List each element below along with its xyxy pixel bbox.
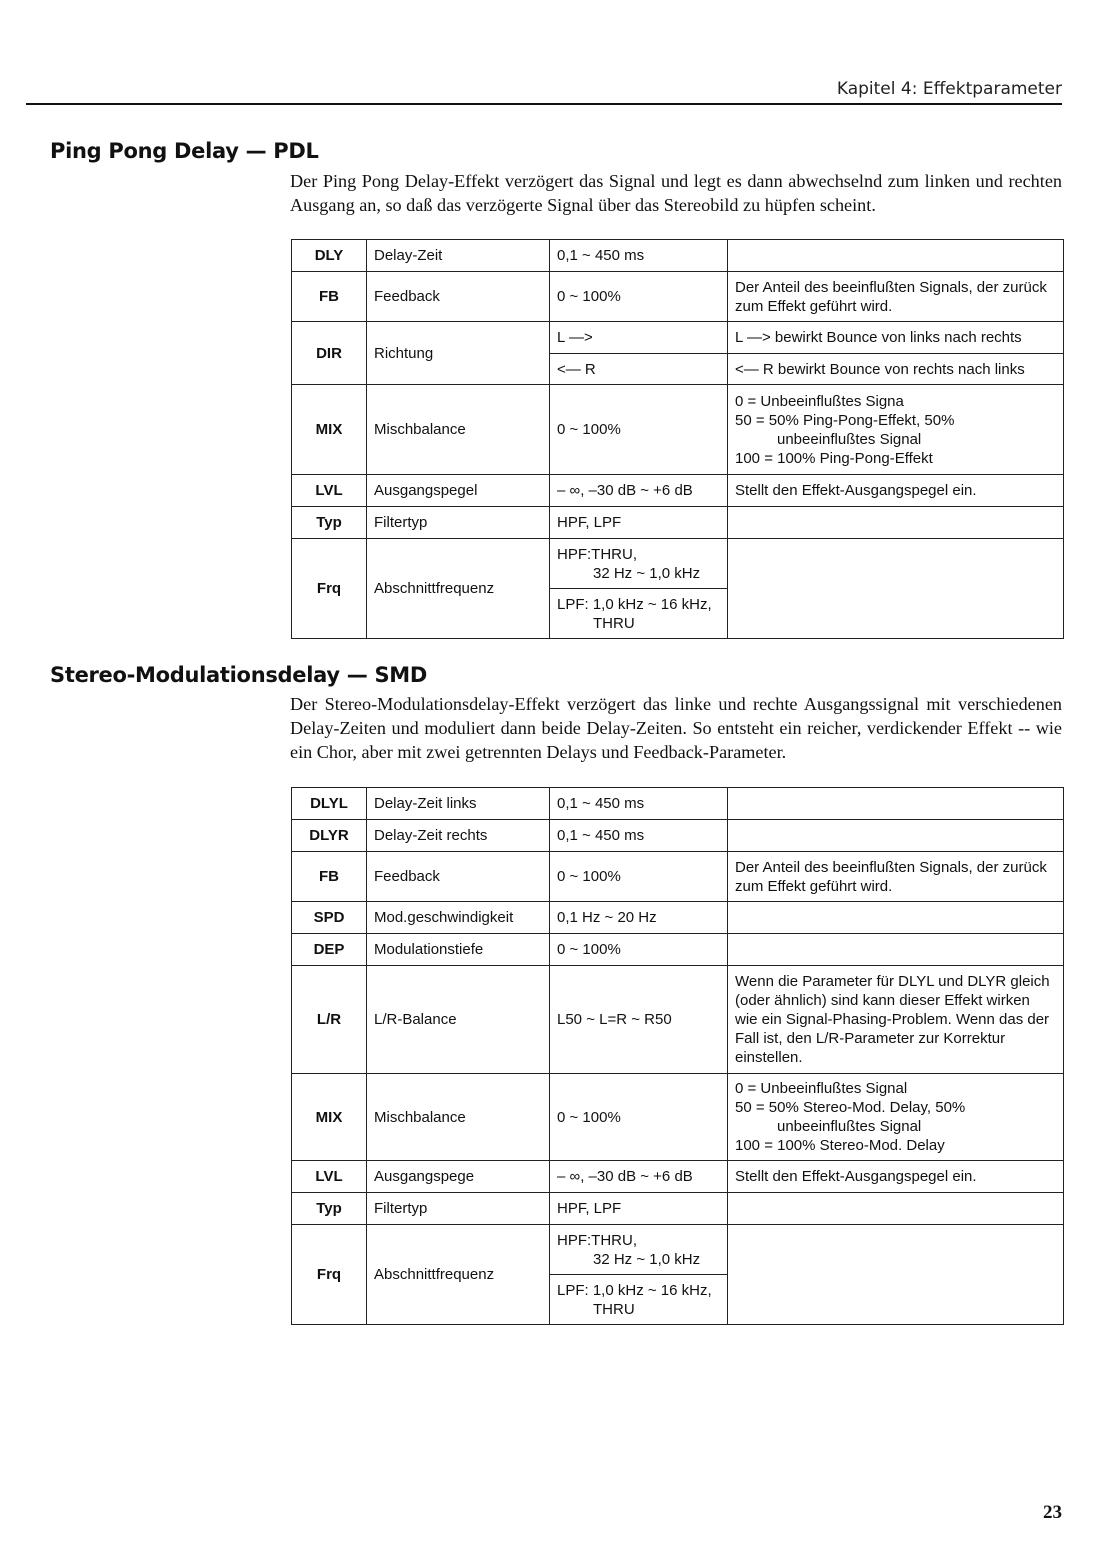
param-name: Ausgangspegel xyxy=(367,475,550,507)
param-range xyxy=(550,539,728,589)
param-range: 0,1 ~ 450 ms xyxy=(550,820,728,852)
table-row xyxy=(292,1193,1064,1225)
param-range: 0 ~ 100% xyxy=(550,1074,728,1161)
param-abbr: FB xyxy=(292,852,367,902)
param-range: HPF, LPF xyxy=(550,507,728,539)
param-description: Stellt den Effekt-Ausgangspegel ein. xyxy=(728,1161,1064,1193)
smd-parameter-table xyxy=(291,787,1064,1325)
param-abbr: DEP xyxy=(292,934,367,966)
param-abbr: FB xyxy=(292,272,367,322)
param-abbr: MIX xyxy=(292,1074,367,1161)
param-range: HPF, LPF xyxy=(550,1193,728,1225)
table-row xyxy=(292,1161,1064,1193)
param-range: 0,1 Hz ~ 20 Hz xyxy=(550,902,728,934)
frq-lpf-line: LPF: 1,0 kHz ~ 16 kHz, xyxy=(557,1281,712,1299)
param-name: Abschnittfrequenz xyxy=(367,539,550,639)
param-description xyxy=(728,1225,1064,1325)
param-range: 0 ~ 100% xyxy=(550,852,728,902)
table-row xyxy=(292,966,1064,1074)
mix-desc-line: unbeeinflußtes Signal xyxy=(777,1118,922,1135)
param-range xyxy=(550,1225,728,1275)
table-row xyxy=(292,902,1064,934)
param-range: <— R xyxy=(550,354,728,385)
param-description: <— R bewirkt Bounce von rechts nach links xyxy=(728,354,1064,385)
frq-hpf-line: 32 Hz ~ 1,0 kHz xyxy=(593,1250,701,1268)
page-header xyxy=(26,76,1062,105)
param-name: Mischbalance xyxy=(367,1074,550,1161)
param-name: Ausgangspege xyxy=(367,1161,550,1193)
param-description xyxy=(728,788,1064,820)
chapter-title: Kapitel 4: Effektparameter xyxy=(836,79,1062,99)
param-range: 0,1 ~ 450 ms xyxy=(550,240,728,272)
param-name: Delay-Zeit links xyxy=(367,788,550,820)
param-abbr: LVL xyxy=(292,1161,367,1193)
param-range: L50 ~ L=R ~ R50 xyxy=(550,966,728,1074)
table-row xyxy=(292,385,1064,475)
smd-intro: Der Stereo-Modulationsdelay-Effekt verzögert das linke und rechte Ausgangssignal mit verschiedenen Delay-Zeiten und moduliert dann beide Delay-Zeiten. So entsteht ein reicher, verdickender Effekt -- wie ein Chor, aber mit zwei getrennten Delays und Feedback-Parameter. xyxy=(290,694,1062,762)
param-abbr: Frq xyxy=(292,1225,367,1325)
param-abbr: DLYR xyxy=(292,820,367,852)
param-name: Modulationstiefe xyxy=(367,934,550,966)
param-range: 0 ~ 100% xyxy=(550,385,728,475)
param-description: Wenn die Parameter für DLYL und DLYR gleich (oder ähnlich) sind kann dieser Effekt wirken wie ein Signal-Phasing-Problem. Wenn das der Fall ist, den L/R-Parameter zur Korrektur einstellen. xyxy=(728,966,1064,1074)
mix-desc-line: 50 = 50% Ping-Pong-Effekt, 50% xyxy=(735,411,955,429)
mix-desc-line: 100 = 100% Stereo-Mod. Delay xyxy=(735,1137,945,1154)
frq-lpf-line: LPF: 1,0 kHz ~ 16 kHz, xyxy=(557,595,712,613)
pdl-section-title: Ping Pong Delay — PDL xyxy=(50,139,319,163)
table-row xyxy=(292,1225,1064,1275)
param-abbr: L/R xyxy=(292,966,367,1074)
table-row xyxy=(292,240,1064,272)
table-row xyxy=(292,788,1064,820)
param-description xyxy=(728,902,1064,934)
param-description xyxy=(728,240,1064,272)
param-name: Abschnittfrequenz xyxy=(367,1225,550,1325)
param-abbr: DIR xyxy=(292,322,367,385)
table-row xyxy=(292,539,1064,589)
page-number: 23 xyxy=(1043,1502,1062,1523)
param-description: Stellt den Effekt-Ausgangspegel ein. xyxy=(728,475,1064,507)
param-abbr: DLY xyxy=(292,240,367,272)
param-description: Der Anteil des beeinflußten Signals, der zurück zum Effekt geführt wird. xyxy=(728,852,1064,902)
param-range: 0,1 ~ 450 ms xyxy=(550,788,728,820)
param-range xyxy=(550,1275,728,1325)
param-name: Filtertyp xyxy=(367,1193,550,1225)
param-abbr: Typ xyxy=(292,507,367,539)
param-range: – ∞, –30 dB ~ +6 dB xyxy=(550,1161,728,1193)
param-name: Mischbalance xyxy=(367,385,550,475)
param-description: L —> bewirkt Bounce von links nach rechts xyxy=(728,322,1064,354)
param-range: 0 ~ 100% xyxy=(550,272,728,322)
mix-desc-line: unbeeinflußtes Signal xyxy=(777,430,922,448)
param-range: L —> xyxy=(550,322,728,354)
table-row xyxy=(292,322,1064,354)
frq-hpf-line: HPF:THRU, xyxy=(557,1231,637,1249)
param-abbr: Typ xyxy=(292,1193,367,1225)
table-row xyxy=(292,1074,1064,1161)
smd-section-title: Stereo-Modulationsdelay — SMD xyxy=(50,663,428,687)
mix-desc-line: 100 = 100% Ping-Pong-Effekt xyxy=(735,449,933,467)
param-name: Delay-Zeit rechts xyxy=(367,820,550,852)
mix-desc-line: 0 = Unbeeinflußtes Signal xyxy=(735,1080,908,1097)
param-description xyxy=(728,820,1064,852)
param-description xyxy=(728,1074,1064,1161)
table-row xyxy=(292,820,1064,852)
param-name: Feedback xyxy=(367,272,550,322)
frq-lpf-line: THRU xyxy=(593,614,635,632)
param-description xyxy=(728,507,1064,539)
param-name: Filtertyp xyxy=(367,507,550,539)
mix-desc-line: 0 = Unbeeinflußtes Signa xyxy=(735,392,904,410)
param-range: 0 ~ 100% xyxy=(550,934,728,966)
param-name: Mod.geschwindigkeit xyxy=(367,902,550,934)
param-description: Der Anteil des beeinflußten Signals, der zurück zum Effekt geführt wird. xyxy=(728,272,1064,322)
table-row xyxy=(292,852,1064,902)
table-row xyxy=(292,934,1064,966)
frq-hpf-line: 32 Hz ~ 1,0 kHz xyxy=(593,564,701,582)
param-abbr: MIX xyxy=(292,385,367,475)
param-range xyxy=(550,589,728,639)
param-description xyxy=(728,539,1064,639)
param-description xyxy=(728,385,1064,475)
param-name: Richtung xyxy=(367,322,550,385)
param-abbr: Frq xyxy=(292,539,367,639)
table-row xyxy=(292,272,1064,322)
param-name: L/R-Balance xyxy=(367,966,550,1074)
pdl-intro: Der Ping Pong Delay-Effekt verzögert das Signal und legt es dann abwechselnd zum linken und rechten Ausgang an, so daß das verzögerte Signal über das Stereobild zu hüpfen scheint. xyxy=(290,171,1062,215)
param-description xyxy=(728,1193,1064,1225)
frq-hpf-line: HPF:THRU, xyxy=(557,545,637,563)
param-abbr: LVL xyxy=(292,475,367,507)
frq-lpf-line: THRU xyxy=(593,1300,635,1318)
pdl-parameter-table xyxy=(291,239,1064,639)
param-name: Delay-Zeit xyxy=(367,240,550,272)
param-abbr: SPD xyxy=(292,902,367,934)
param-description xyxy=(728,934,1064,966)
table-row xyxy=(292,475,1064,507)
param-name: Feedback xyxy=(367,852,550,902)
table-row xyxy=(292,507,1064,539)
mix-desc-line: 50 = 50% Stereo-Mod. Delay, 50% xyxy=(735,1099,966,1116)
param-abbr: DLYL xyxy=(292,788,367,820)
param-range: – ∞, –30 dB ~ +6 dB xyxy=(550,475,728,507)
